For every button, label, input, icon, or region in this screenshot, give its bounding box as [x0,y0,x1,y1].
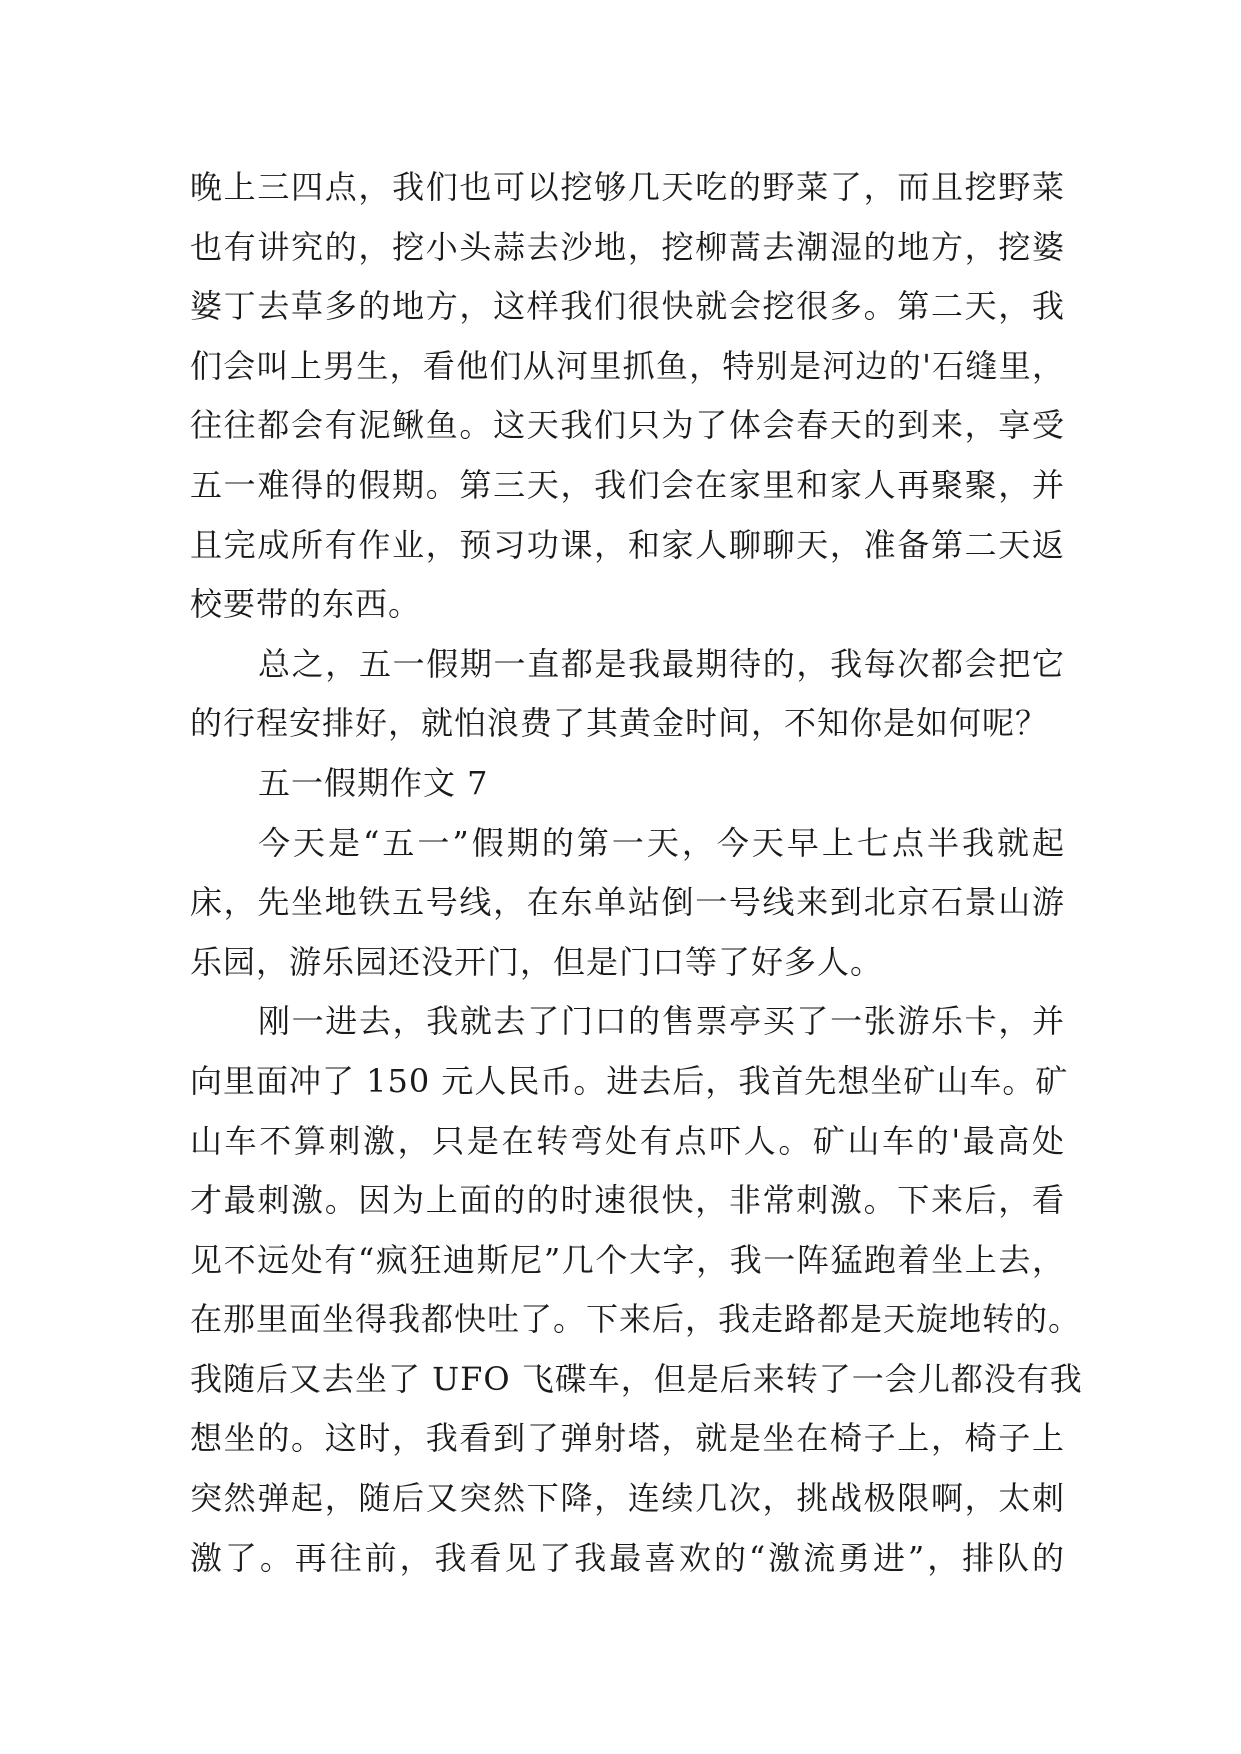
text-line: 想坐的。这时，我看到了弹射塔，就是坐在椅子上，椅子上 [190,1419,1065,1458]
text-line: 激了。再往前，我看见了我最喜欢的“激流勇进”，排队的 [190,1538,1065,1577]
text-line: 且完成所有作业，预习功课，和家人聊聊天，准备第二天返 [190,525,1065,564]
text-line: 们会叫上男生，看他们从河里抓鱼，特别是河边的'石缝里， [190,346,1065,385]
text-line: 今天是“五一”假期的第一天，今天早上七点半我就起 [258,823,1065,862]
text-line: 婆丁去草多的地方，这样我们很快就会挖很多。第二天，我 [190,287,1065,326]
text-line: 刚一进去，我就去了门口的售票亭买了一张游乐卡，并 [258,1002,1065,1041]
text-line: 在那里面坐得我都快吐了。下来后，我走路都是天旋地转的。 [190,1300,1082,1339]
text-line: 也有讲究的，挖小头蒜去沙地，挖柳蒿去潮湿的地方，挖婆 [190,227,1065,266]
text-line: 山车不算刺激，只是在转弯处有点吓人。矿山车的'最高处 [190,1121,1065,1160]
text-line: 突然弹起，随后又突然下降，连续几次，挑战极限啊，太刺 [190,1479,1065,1518]
text-line: 见不远处有“疯狂迪斯尼”几个大字，我一阵猛跑着坐上去， [190,1240,1065,1279]
text-line: 才最刺激。因为上面的的时速很快，非常刺激。下来后，看 [190,1181,1065,1220]
text-line: 校要带的东西。 [190,585,422,624]
text-line: 晚上三四点，我们也可以挖够几天吃的野菜了，而且挖野菜 [190,168,1065,206]
text-line: 的行程安排好，就怕浪费了其黄金时间，不知你是如何呢？ [190,704,1049,743]
text-line: 我随后又去坐了 UFO 飞碟车，但是后来转了一会儿都没有我 [190,1359,1083,1398]
text-line: 向里面冲了 150 元人民币。进去后，我首先想坐矿山车。矿 [190,1061,1069,1100]
text-line: 总之，五一假期一直都是我最期待的，我每次都会把它 [258,644,1065,683]
text-line: 往往都会有泥鳅鱼。这天我们只为了体会春天的到来，享受 [190,406,1065,445]
essay-body [190,158,1083,1588]
text-line: 五一难得的假期。第三天，我们会在家里和家人再聚聚，并 [190,465,1065,504]
text-line: 床，先坐地铁五号线，在东单站倒一号线来到北京石景山游 [190,883,1065,922]
text-line: 乐园，游乐园还没开门，但是门口等了好多人。 [190,942,884,981]
section-heading: 五一假期作文 7 [258,763,489,802]
